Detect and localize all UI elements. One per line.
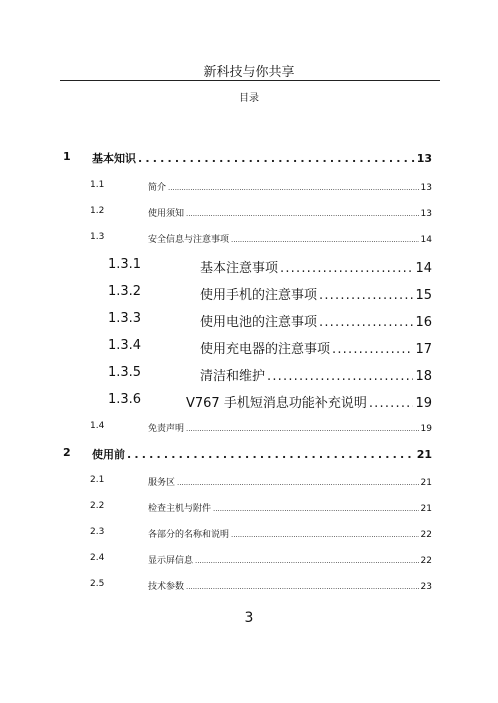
toc-entry-page: 21 — [416, 448, 432, 461]
toc-leader-dots — [319, 288, 413, 303]
toc-leader-dots — [186, 210, 419, 218]
toc-entry-page: 23 — [420, 582, 432, 592]
toc-entry-title: V767 手机短消息功能补充说明 — [186, 396, 367, 411]
toc-entry-number: 2.3 — [90, 527, 105, 537]
toc-entry-page: 14 — [420, 235, 432, 245]
toc-entry-number: 1.2 — [90, 206, 105, 216]
toc-leader-dots — [127, 448, 415, 461]
toc-entry-title: 显示屏信息 — [148, 556, 194, 566]
running-header-title: 新科技与你共享 — [203, 65, 295, 80]
toc-entry-page: 21 — [420, 478, 432, 488]
toc-entry-number: 1.3.3 — [108, 311, 142, 326]
toc-entry-title: 使用须知 — [148, 209, 185, 219]
toc-entry-title: 基本知识 — [92, 152, 136, 165]
toc-entry-page: 13 — [416, 152, 432, 165]
toc-entry-title: 技术参数 — [148, 582, 185, 592]
toc-entry-page: 13 — [420, 209, 432, 219]
toc-entry-page: 19 — [420, 424, 432, 434]
toc-entry-title: 免责声明 — [148, 424, 185, 434]
toc-entry-number: 2.2 — [90, 501, 105, 511]
toc-entry-title: 检查主机与附件 — [148, 504, 212, 514]
toc-entry-number: 1.3.2 — [108, 284, 142, 299]
toc-entry-page: 15 — [415, 288, 432, 303]
toc-leader-dots — [195, 557, 419, 565]
page-number: 3 — [244, 610, 254, 626]
toc-leader-dots — [186, 583, 419, 591]
toc-entry-number: 2.1 — [90, 475, 105, 485]
toc-entry-number: 1.3.1 — [108, 257, 142, 272]
toc-entry-page: 22 — [420, 556, 432, 566]
toc-leader-dots — [231, 236, 419, 244]
toc-leader-dots — [280, 261, 413, 276]
toc-leader-dots — [332, 342, 413, 357]
toc-leader-dots — [267, 369, 413, 384]
toc-entry-number: 1 — [63, 150, 71, 163]
toc-entry-title: 使用前 — [92, 448, 125, 461]
toc-entry-title: 安全信息与注意事项 — [148, 235, 230, 245]
toc-entry-title: 基本注意事项 — [200, 261, 279, 276]
toc-entry-number: 1.3 — [90, 232, 105, 242]
toc-entry-page: 14 — [415, 261, 432, 276]
toc-entry-number: 1.1 — [90, 180, 105, 190]
toc-entry-page: 21 — [420, 504, 432, 514]
toc-entry-number: 1.3.4 — [108, 338, 142, 353]
toc-entry-title: 使用手机的注意事项 — [200, 288, 318, 303]
toc-entry-number: 2 — [63, 446, 71, 459]
toc-entry-page: 16 — [415, 315, 432, 330]
toc-leader-dots — [213, 505, 419, 513]
toc-entry-title: 各部分的名称和说明 — [148, 530, 230, 540]
toc-entry-number: 2.5 — [90, 579, 105, 589]
toc-entry-title: 使用电池的注意事项 — [200, 315, 318, 330]
toc-heading: 目录 — [239, 93, 259, 104]
toc-entry-number: 2.4 — [90, 553, 105, 563]
toc-leader-dots — [231, 531, 419, 539]
toc-leader-dots — [369, 396, 414, 411]
toc-entry-page: 18 — [415, 369, 432, 384]
toc-entry-title: 清洁和维护 — [200, 369, 266, 384]
toc-leader-dots — [138, 152, 415, 165]
toc-leader-dots — [186, 425, 419, 433]
toc-entry-title: 服务区 — [148, 478, 176, 488]
header-divider — [60, 80, 440, 81]
toc-entry-number: 1.3.6 — [108, 392, 142, 407]
toc-leader-dots — [319, 315, 413, 330]
toc-entry-page: 17 — [415, 342, 432, 357]
toc-entry-page: 22 — [420, 530, 432, 540]
toc-entry-page: 19 — [415, 396, 432, 411]
toc-entry-title: 使用充电器的注意事项 — [200, 342, 331, 357]
toc-entry-page: 13 — [420, 183, 432, 193]
toc-entry-number: 1.4 — [90, 421, 105, 431]
toc-leader-dots — [168, 184, 419, 192]
toc-entry-title: 简介 — [148, 183, 167, 193]
toc-entry-number: 1.3.5 — [108, 365, 142, 380]
toc-leader-dots — [177, 479, 419, 487]
